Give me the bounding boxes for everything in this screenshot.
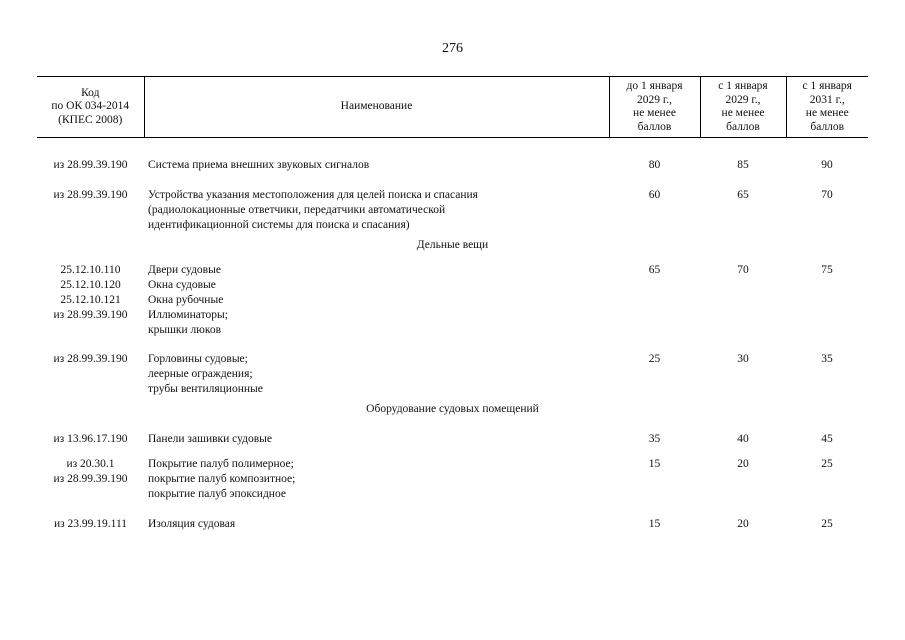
code-cell xyxy=(37,138,144,174)
name-cell xyxy=(144,338,609,397)
score-period-3: 70 xyxy=(821,189,833,201)
okpd-code: 25.12.10.110 xyxy=(60,264,121,276)
product-name: Двери судовые xyxy=(148,264,221,276)
header-period-line: до 1 января xyxy=(626,80,683,92)
header-code xyxy=(37,77,144,138)
header-period-line: 2029 г., xyxy=(725,93,761,106)
score-period-2: 85 xyxy=(737,159,749,171)
header-period-line: не менее xyxy=(721,107,765,119)
table-row xyxy=(37,138,868,174)
table-body xyxy=(37,138,868,533)
product-name: Окна рубочные xyxy=(148,294,224,306)
okpd-code: из 23.99.19.111 xyxy=(53,518,128,530)
score-period-1: 60 xyxy=(648,189,661,201)
okpd-code: 25.12.10.121 xyxy=(60,294,121,306)
header-code-line: (КПЕС 2008) xyxy=(58,113,123,126)
product-name: леерные ограждения; xyxy=(148,368,253,380)
okpd-code: из 28.99.39.190 xyxy=(53,309,128,321)
header-period-line: не менее xyxy=(633,107,676,119)
page-number: 276 xyxy=(442,41,463,56)
header-period-1 xyxy=(609,77,700,138)
score-period-1: 25 xyxy=(648,353,661,365)
header-period-3 xyxy=(786,77,868,138)
product-name: Покрытие палуб полимерное; xyxy=(148,458,294,470)
product-name: крышки люков xyxy=(148,324,222,336)
score-period-2: 65 xyxy=(737,189,749,201)
okpd-code: из 13.96.17.190 xyxy=(53,433,128,445)
score-period-3: 45 xyxy=(821,433,833,445)
okpd-code: из 28.99.39.190 xyxy=(53,189,128,201)
header-period-line: не менее xyxy=(805,107,849,119)
table-row xyxy=(37,338,868,397)
score-period-1: 15 xyxy=(648,518,661,530)
requirements-table xyxy=(37,76,868,532)
table-row xyxy=(37,263,868,338)
header-code-line: Код xyxy=(81,86,100,99)
okpd-code: из 20.30.1 xyxy=(66,458,115,470)
okpd-code: из 28.99.39.190 xyxy=(53,353,128,365)
section-heading-row xyxy=(37,397,868,427)
header-period-2 xyxy=(700,77,786,138)
code-cell xyxy=(37,263,144,338)
section-heading: Дельные вещи xyxy=(416,239,489,251)
section-heading-row xyxy=(37,233,868,263)
score-period-2: 30 xyxy=(737,353,749,365)
table-header-row xyxy=(37,77,868,138)
score-period-1: 80 xyxy=(648,159,661,171)
code-cell xyxy=(37,173,144,233)
score-period-2: 40 xyxy=(737,433,749,445)
product-name: Горловины судовые; xyxy=(148,353,248,365)
score-period-3: 90 xyxy=(821,159,833,171)
score-period-1: 15 xyxy=(648,458,661,470)
score-period-3: 25 xyxy=(821,458,833,470)
okpd-code: из 28.99.39.190 xyxy=(53,473,128,485)
product-name: трубы вентиляционные xyxy=(148,383,263,395)
name-cell xyxy=(144,138,609,174)
header-period-line: 2029 г., xyxy=(636,93,673,106)
header-period-line: с 1 января xyxy=(802,80,852,92)
code-cell xyxy=(37,338,144,397)
code-cell xyxy=(37,447,144,502)
score-period-2: 20 xyxy=(737,458,749,470)
name-cell xyxy=(144,447,609,502)
score-period-1: 65 xyxy=(648,264,661,276)
header-code-line: по ОК 034-2014 xyxy=(51,100,130,113)
name-cell xyxy=(144,502,609,532)
product-name: Иллюминаторы; xyxy=(148,309,228,321)
table-row xyxy=(37,427,868,447)
product-name: Панели зашивки судовые xyxy=(148,433,272,445)
table-row xyxy=(37,173,868,233)
product-name: покрытие палуб эпоксидное xyxy=(148,488,286,500)
code-cell xyxy=(37,427,144,447)
table-row xyxy=(37,502,868,532)
table-row xyxy=(37,447,868,502)
product-name: Окна судовые xyxy=(148,279,216,291)
score-period-1: 35 xyxy=(648,433,661,445)
score-period-3: 35 xyxy=(821,353,833,365)
header-period-line: баллов xyxy=(810,120,845,133)
name-cell xyxy=(144,263,609,338)
okpd-code: 25.12.10.120 xyxy=(60,279,121,291)
product-name: Система приема внешних звуковых сигналов xyxy=(148,159,370,171)
product-name: покрытие палуб композитное; xyxy=(148,473,296,485)
section-heading: Оборудование судовых помещений xyxy=(366,403,539,415)
header-name-label: Наименование xyxy=(340,100,413,113)
name-cell xyxy=(144,173,609,233)
header-period-line: 2031 г., xyxy=(809,93,845,106)
okpd-code: из 28.99.39.190 xyxy=(53,159,128,171)
product-name: Устройства указания местоположения для целей поиска и спасания xyxy=(148,189,478,201)
score-period-3: 75 xyxy=(821,264,833,276)
product-name: (радиолокационные ответчики, передатчики автоматической xyxy=(148,204,446,216)
header-period-line: с 1 января xyxy=(718,80,768,92)
product-name: Изоляция судовая xyxy=(148,518,236,530)
name-cell xyxy=(144,427,609,447)
code-cell xyxy=(37,502,144,532)
header-period-line: баллов xyxy=(726,120,760,133)
product-name: идентификационной системы для поиска и спасания) xyxy=(148,219,410,231)
score-period-2: 20 xyxy=(737,518,749,530)
header-period-line: баллов xyxy=(637,120,672,133)
score-period-2: 70 xyxy=(737,264,749,276)
header-name xyxy=(144,77,609,138)
score-period-3: 25 xyxy=(821,518,833,530)
